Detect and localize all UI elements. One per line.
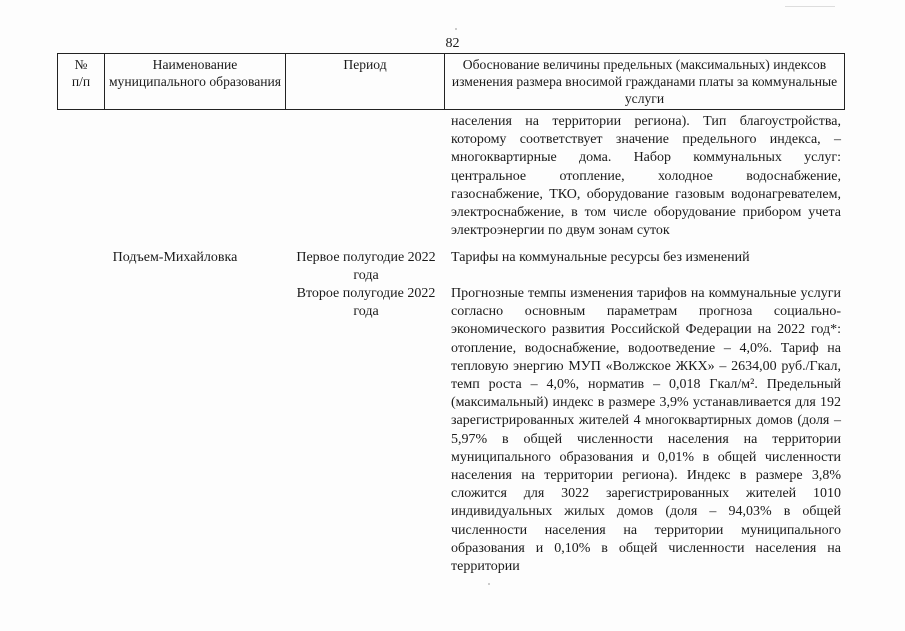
column-number-header	[58, 54, 105, 110]
basis-second-half: Прогнозные темпы изменения тарифов на коммунальные услуги согласно основным параметрам прогноза социально-экономического развития Российской Федерации на 2022 год*: отопление, водоснабжение, водоотведение – 4,0%. Тариф на тепловую энергию МУП «Волжское ЖКХ» – 2634,00 руб./Гкал, темп роста – 4,0%, норматив – 0,018 Гкал/м². Предельный (максимальный) индекс в размере 3,9% устанавливается для 192 зарегистрированных жителей 4 многоквартирных домов (доля – 5,97% в общей численности населения на территории муниципального образования и 0,01% в общей численности населения на территории региона). Индекс в размере 3,8% сложится для 3022 зарегистрированных жителей 1010 индивидуальных жилых домов (доля – 94,03% в общей численности населения на территории муниципального образования и 0,10% в общей численности населения на территории	[451, 286, 841, 575]
basis-first-half: Тарифы на коммунальные ресурсы без изменений	[451, 250, 750, 265]
column-municipality-header	[105, 54, 286, 110]
scan-speck	[785, 6, 835, 7]
scan-speck	[488, 583, 490, 585]
period-first-half: Первое полугодие 2022 года	[296, 250, 436, 284]
column-period-header	[286, 54, 445, 110]
column-number-label: № п/п	[71, 57, 91, 89]
column-municipality-label: Наименование муниципального образования	[108, 57, 282, 89]
column-basis-label: Обоснование величины предельных (максимальных) индексов изменения размера вносимой гражданами платы за коммунальные услуги	[451, 57, 838, 106]
continuation-text: населения на территории региона). Тип благоустройства, которому соответствует значение предельного индекса, – многоквартирные дома. Набор коммунальных услуг: центральное отопление, холодное водоснабжение, газоснабжение, ТКО, оборудование газовым водонагревателем, электроснабжение, в том числе оборудование прибором учета электроэнергии по двум зонам суток	[451, 114, 841, 239]
page-number: 82	[445, 36, 460, 51]
column-period-label: Период	[343, 57, 387, 72]
column-basis-header	[445, 54, 845, 110]
scan-speck	[455, 28, 457, 30]
period-second-half: Второе полугодие 2022 года	[296, 286, 436, 320]
table-header	[57, 53, 845, 110]
municipality-name: Подъем-Михайловка	[112, 250, 238, 265]
